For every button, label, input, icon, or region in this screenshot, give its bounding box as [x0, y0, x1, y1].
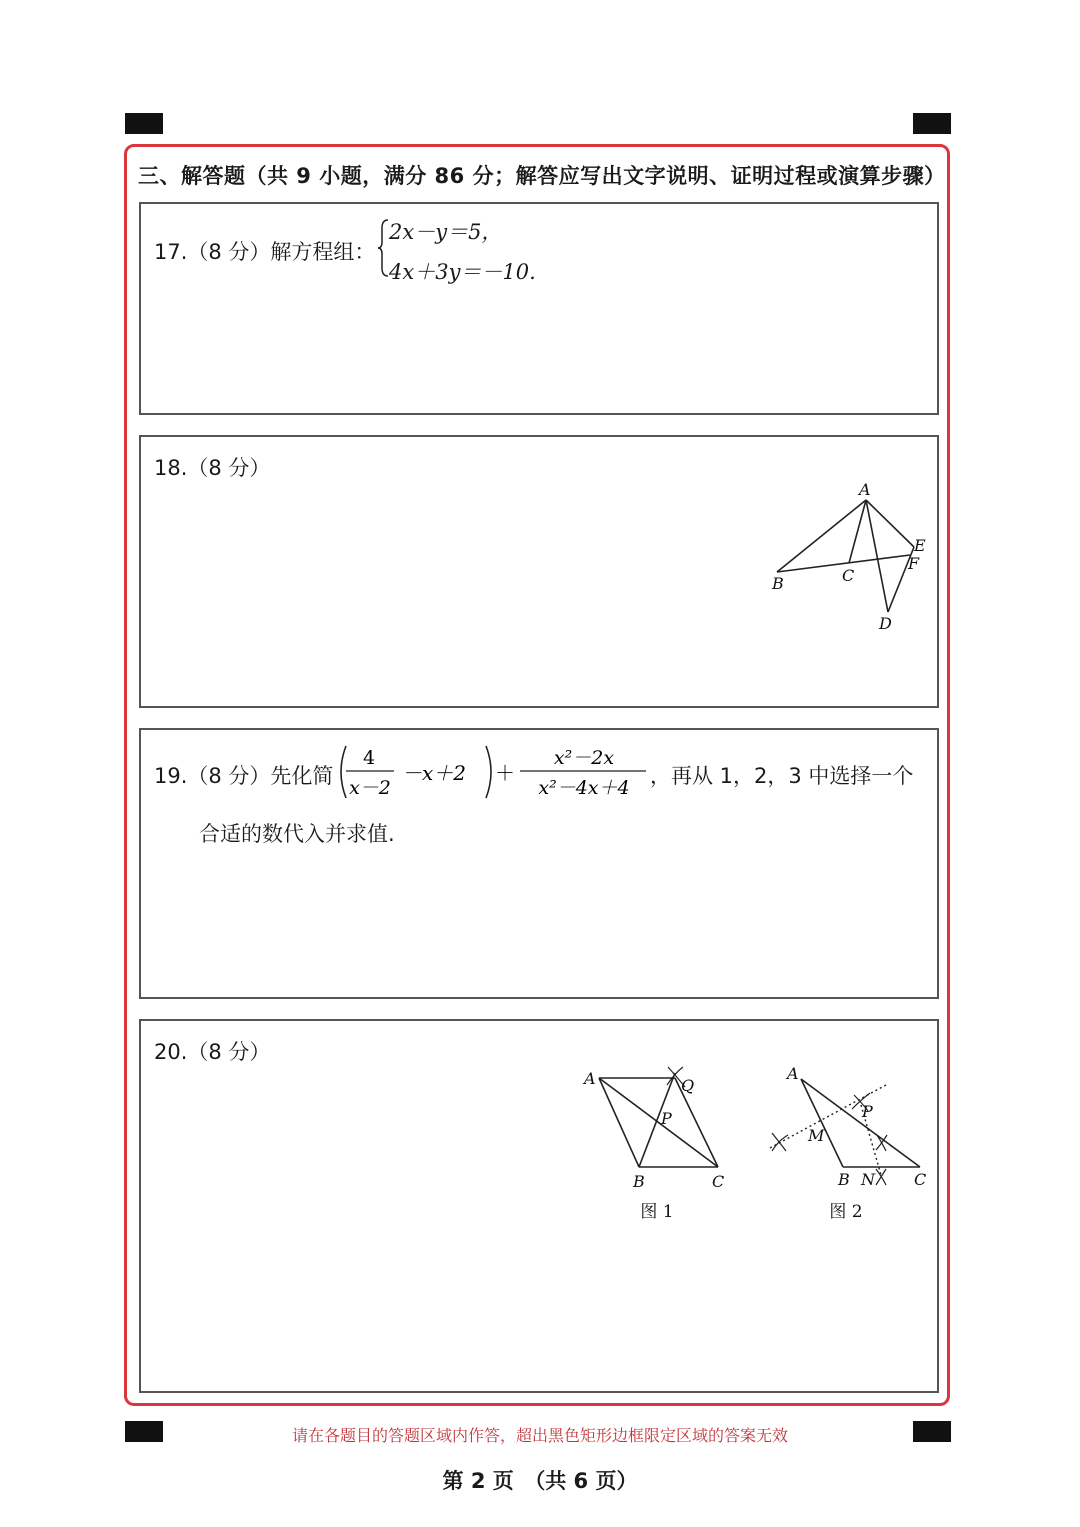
- registration-mark-top-right: [913, 113, 951, 134]
- q18-point-A: A: [859, 480, 871, 499]
- q20-figure-2: [758, 1055, 938, 1230]
- fig2-point-M: M: [808, 1126, 825, 1145]
- fig2-point-C: C: [914, 1170, 927, 1189]
- segment-AD: [866, 500, 888, 612]
- q20-figure-1: [575, 1055, 745, 1230]
- segment-AB: [777, 500, 866, 572]
- registration-mark-top-left: [125, 113, 163, 134]
- q19-frac1-num: 4: [362, 747, 376, 769]
- q19-after: ，再从 1，2，3 中选择一个: [650, 764, 914, 788]
- q18-label: 18.（8 分）: [154, 456, 271, 480]
- fig1-caption: 图 1: [640, 1202, 674, 1222]
- q17-equation-1: 2x－y＝5，: [389, 220, 503, 244]
- arc-mark-lower-2: [876, 1135, 887, 1150]
- fig2-point-B: B: [838, 1170, 850, 1189]
- q19-middle: －x＋2: [402, 761, 467, 785]
- segment-AB: [599, 1078, 639, 1167]
- fig2-point-A: A: [787, 1064, 799, 1083]
- q18-figure: [760, 475, 940, 635]
- q19-frac1-den: x－2: [349, 777, 391, 799]
- q18-point-D: D: [879, 614, 892, 633]
- page-number: 第 2 页 （共 6 页）: [442, 1469, 638, 1493]
- q18-point-B: B: [772, 574, 784, 593]
- section-title: 三、解答题（共 9 小题，满分 86 分；解答应写出文字说明、证明过程或演算步骤）: [138, 164, 946, 188]
- segment-AC: [801, 1079, 920, 1167]
- fig1-point-A: A: [584, 1069, 596, 1088]
- q19-line2: 合适的数代入并求值.: [199, 822, 395, 846]
- q19-frac2-num: x²－2x: [553, 747, 615, 769]
- q19-label: 19.（8 分）先化简: [154, 764, 334, 788]
- q18-point-C: C: [842, 566, 855, 585]
- q18-point-F: F: [908, 554, 920, 573]
- answer-box-q17[interactable]: [139, 202, 939, 415]
- fig2-point-N: N: [861, 1170, 875, 1189]
- fig2-point-P: P: [862, 1102, 873, 1121]
- right-paren: [486, 746, 491, 798]
- left-paren: [341, 746, 346, 798]
- fig1-point-C: C: [712, 1172, 725, 1191]
- fig1-point-Q: Q: [681, 1076, 695, 1095]
- q19-expression: [332, 740, 662, 804]
- q20-label: 20.（8 分）: [154, 1040, 271, 1064]
- q19-frac2-den: x²－4x＋4: [538, 777, 630, 799]
- segment-AB: [801, 1079, 843, 1167]
- q17-label: 17.（8 分）解方程组：: [154, 240, 376, 264]
- segment-AC: [849, 500, 866, 563]
- footer-note: 请在各题目的答题区域内作答，超出黑色矩形边框限定区域的答案无效: [291, 1426, 788, 1445]
- q17-equation-2: 4x＋3y＝－10.: [389, 260, 536, 284]
- q18-point-E: E: [914, 536, 926, 555]
- q19-plus: ＋: [495, 761, 515, 785]
- fig2-caption: 图 2: [829, 1202, 863, 1222]
- segment-AC: [599, 1078, 718, 1167]
- fig1-point-P: P: [661, 1109, 672, 1128]
- fig1-point-B: B: [633, 1172, 645, 1191]
